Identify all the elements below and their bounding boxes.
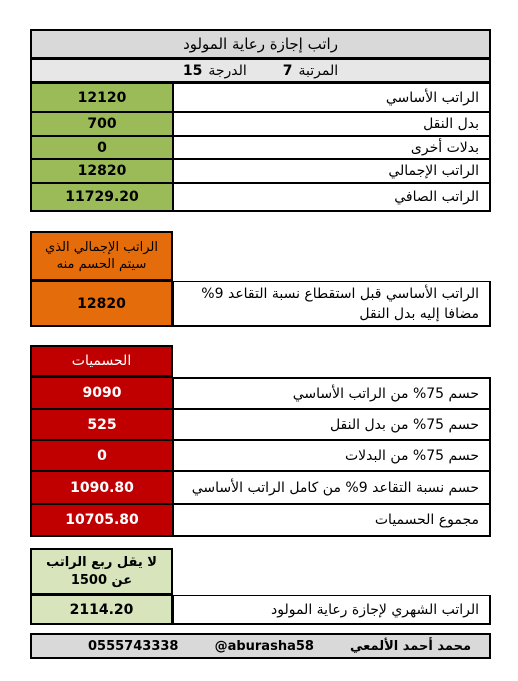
deduction-value: 10705.80 [30,504,173,537]
deduction-value: 0 [30,440,173,471]
deductible-header: الراتب الإجمالي الذي سيتم الحسم منه [30,231,173,281]
deduction-label: حسم 75% من بدل النقل [173,409,491,440]
deduction-value: 525 [30,409,173,440]
deduction-label: حسم نسبة التقاعد 9% من كامل الراتب الأساسي [173,471,491,504]
rank-label: المرتبة [298,62,339,79]
salary-value: 0 [30,136,173,159]
salary-value: 11729.20 [30,183,173,212]
deduction-label: حسم 75% من البدلات [173,440,491,471]
salary-label: بدلات أخرى [173,136,491,159]
monthly-note: لا يقل ربع الراتب عن 1500 [30,548,173,595]
salary-label: الراتب الأساسي [173,83,491,112]
footer-bar [30,633,491,659]
footer-handle: @aburasha58 [214,638,314,654]
deduction-value: 9090 [30,377,173,409]
deductible-label: الراتب الأساسي قبل استقطاع نسبة التقاعد 9% مضافا إليه بدل النقل [173,281,491,327]
deduction-value: 1090.80 [30,471,173,504]
salary-value: 12120 [30,83,173,112]
grade-row [30,59,491,83]
salary-label: بدل النقل [173,112,491,136]
level-label: الدرجة [208,62,247,79]
salary-value: 700 [30,112,173,136]
page-title: راتب إجازة رعاية المولود [30,29,491,59]
deductions-header: الحسميات [30,345,173,377]
footer-author: محمد أحمد الألمعي [350,638,471,654]
deductible-value: 12820 [30,281,173,327]
monthly-label: الراتب الشهري لإجازة رعاية المولود [173,595,491,625]
deduction-label: حسم 75% من الراتب الأساسي [173,377,491,409]
salary-label: الراتب الصافي [173,183,491,212]
footer-phone: 0555743338 [88,638,179,654]
rank-value: 7 [282,62,293,79]
level-value: 15 [182,62,203,79]
salary-value: 12820 [30,159,173,183]
monthly-value: 2114.20 [30,595,173,625]
salary-label: الراتب الإجمالي [173,159,491,183]
deduction-label: مجموع الحسميات [173,504,491,537]
